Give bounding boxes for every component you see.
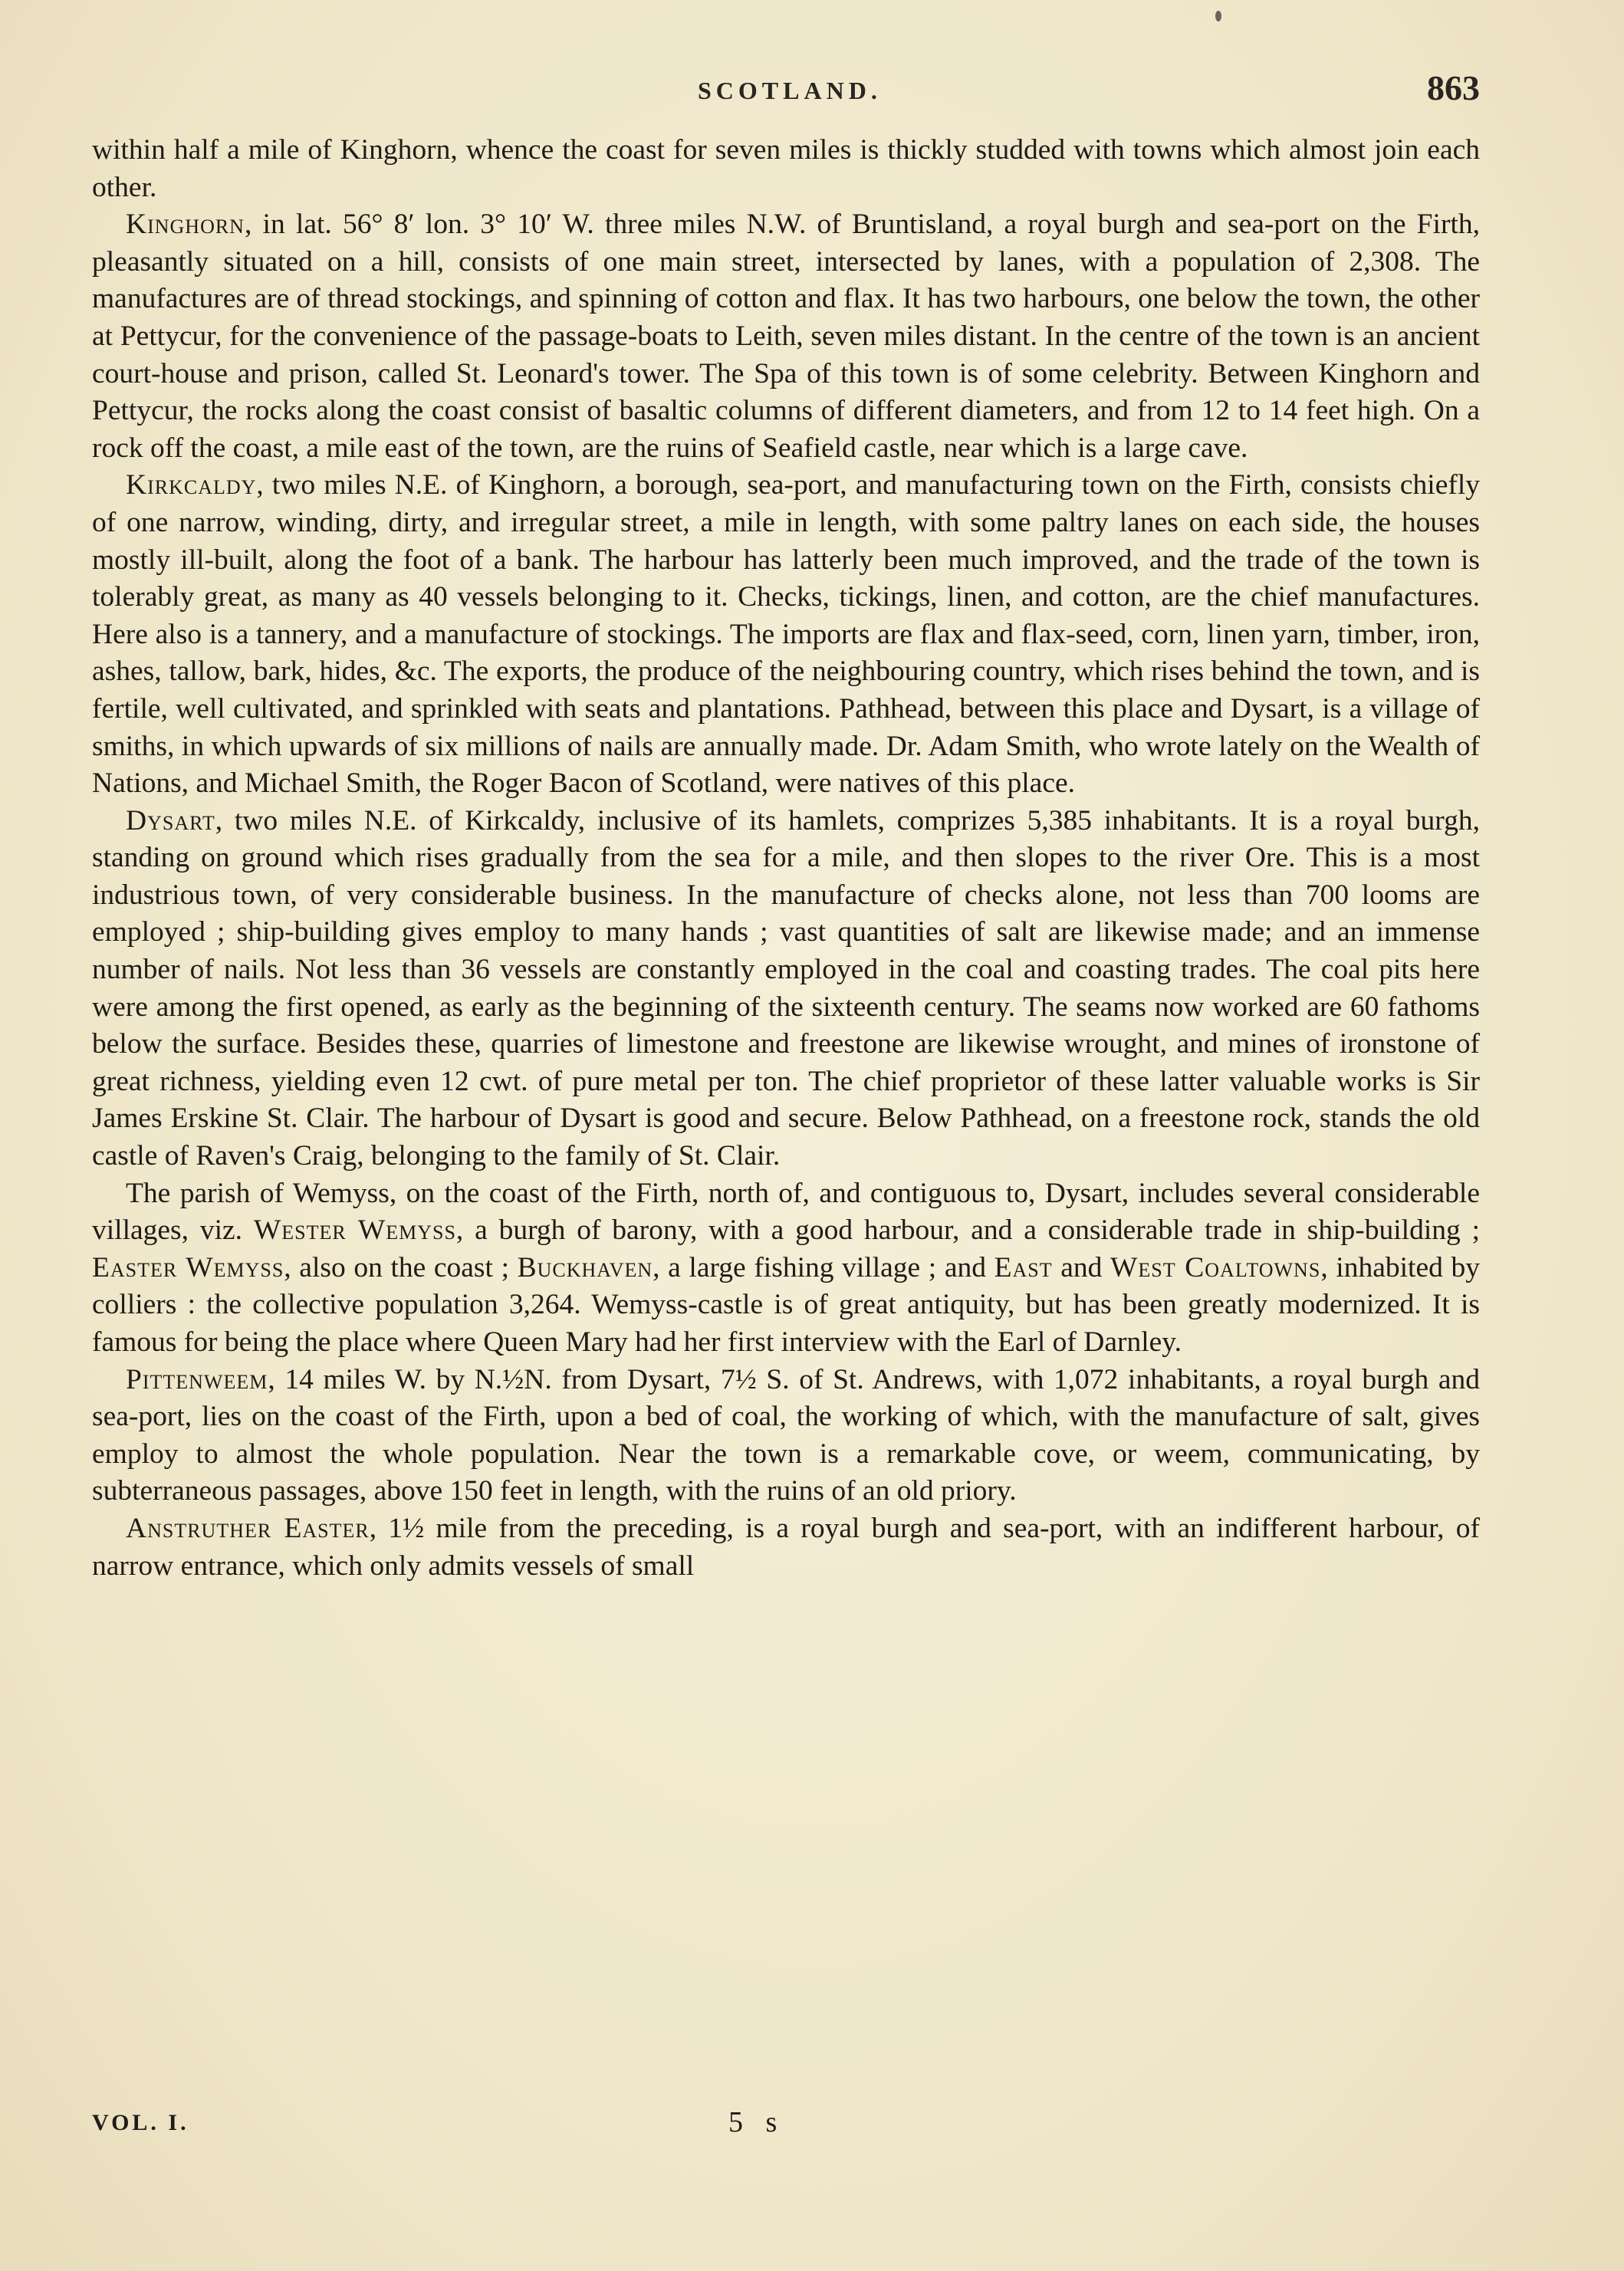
paragraph bbox=[92, 1362, 1480, 1510]
paragraph bbox=[92, 132, 1480, 206]
paragraph-text: , also on the coast ; bbox=[284, 1251, 518, 1283]
volume-label: VOL. I. bbox=[92, 2110, 189, 2135]
place-name: Buckhaven bbox=[517, 1251, 653, 1283]
place-name: Kirkcaldy bbox=[126, 469, 257, 501]
ink-speck bbox=[1215, 11, 1221, 21]
page-number: 863 bbox=[1427, 68, 1480, 107]
place-name: Dysart bbox=[126, 804, 215, 836]
paragraph bbox=[92, 803, 1480, 1175]
paragraph bbox=[92, 1175, 1480, 1362]
place-name: Wester Wemyss bbox=[253, 1214, 456, 1247]
paragraph-text: and bbox=[1052, 1251, 1111, 1283]
paragraph-text: , a burgh of barony, with a good harbour, and a considerable trade in ship-building ; bbox=[455, 1214, 1480, 1247]
place-name: Easter Wemyss bbox=[92, 1251, 284, 1283]
page-footer bbox=[92, 2106, 1480, 2156]
paragraph bbox=[92, 1510, 1480, 1585]
paragraph-text: , 14 miles W. by N.½N. from Dysart, 7½ S. of St. Andrews, with 1,072 inhabitants, a royal burgh and sea-port, lies on the coast of the Firth, upon a bed of coal, the working of which, with the manufacture of salt, gives employ to almost the whole population. Near the town is a remarkable cove, or weem, communicating, by subterraneous passages, above 150 feet in length, with the ruins of an old priory. bbox=[92, 1363, 1480, 1507]
place-name: Kinghorn bbox=[126, 209, 245, 241]
body-text bbox=[92, 132, 1480, 1585]
paragraph-text: , a large fishing village ; and bbox=[653, 1251, 994, 1283]
paragraph-text: , in lat. 56° 8′ lon. 3° 10′ W. three miles N.W. of Bruntisland, a royal burgh and sea-port on the Firth, pleasantly situated on a hill, consists of one main street, intersected by lanes, with a population of 2,308. The manufactures are of thread stockings, and spinning of cotton and flax. It has two harbours, one below the town, the other at Pettycur, for the convenience of the passage-boats to Leith, seven miles distant. In the centre of the town is an ancient court-house and prison, called St. Leonard's tower. The Spa of this town is of some celebrity. Between Kinghorn and Pettycur, the rocks along the coast consist of basaltic columns of different diameters, and from 12 to 14 feet high. On a rock off the coast, a mile east of the town, are the ruins of Seafield castle, near which is a large cave. bbox=[92, 209, 1480, 464]
page-header bbox=[92, 68, 1480, 120]
paragraph-text: , two miles N.E. of Kirkcaldy, inclusive of its hamlets, comprizes 5,385 inhabitants. It is a royal burgh, standing on ground which rises gradually from the sea for a mile, and then slopes to the river Ore. This is a most industrious town, of very considerable business. In the manufacture of checks alone, not less than 700 looms are employed ; ship-building gives employ to many hands ; vast quantities of salt are likewise made; and an immense number of nails. Not less than 36 vessels are constantly employed in the coal and coasting trades. The coal pits here were among the first opened, as early as the beginning of the sixteenth century. The seams now worked are 60 fathoms below the surface. Besides these, quarries of limestone and freestone are likewise wrought, and mines of ironstone of great richness, yielding even 12 cwt. of pure metal per ton. The chief proprietor of these latter valuable works is Sir James Erskine St. Clair. The harbour of Dysart is good and secure. Below Pathhead, on a freestone rock, stands the old castle of Raven's Craig, belonging to the family of St. Clair. bbox=[92, 804, 1480, 1172]
paragraph bbox=[92, 467, 1480, 802]
paragraph-text: The parish of Wemyss, on the coast of the Firth, north of, and contiguous to, Dysart, includes several considerable villages, viz. bbox=[92, 1177, 1480, 1247]
place-name: West Coaltowns bbox=[1110, 1251, 1321, 1283]
printer-signature: 5 s bbox=[728, 2106, 785, 2138]
paragraph-text: , 1½ mile from the preceding, is a royal burgh and sea-port, with an indifferent harbour, of narrow entrance, which only admits vessels of small bbox=[92, 1512, 1480, 1582]
place-name: Anstruther Easter bbox=[126, 1512, 370, 1544]
running-head: SCOTLAND. bbox=[698, 77, 882, 104]
place-name: East bbox=[994, 1251, 1053, 1283]
paragraph-text: within half a mile of Kinghorn, whence the coast for seven miles is thickly studded with towns which almost join each other. bbox=[92, 134, 1480, 203]
place-name: Pittenweem bbox=[126, 1363, 268, 1395]
paragraph-text: , inhabited by colliers : the collective population 3,264. Wemyss-castle is of great antiquity, but has been greatly modernized. It is famous for being the place where Queen Mary had her first interview with the Earl of Darnley. bbox=[92, 1251, 1480, 1358]
paragraph-text: , two miles N.E. of Kinghorn, a borough, sea-port, and manufacturing town on the Firth, consists chiefly of one narrow, winding, dirty, and irregular street, a mile in length, with some paltry lanes on each side, the houses mostly ill-built, along the foot of a bank. The harbour has latterly been much improved, and the trade of the town is tolerably great, as many as 40 vessels belonging to it. Checks, tickings, linen, and cotton, are the chief manufactures. Here also is a tannery, and a manufacture of stockings. The imports are flax and flax-seed, corn, linen yarn, timber, iron, ashes, tallow, bark, hides, &c. The exports, the produce of the neighbouring country, which rises behind the town, and is fertile, well cultivated, and sprinkled with seats and plantations. Pathhead, between this place and Dysart, is a village of smiths, in which upwards of six millions of nails are annually made. Dr. Adam Smith, who wrote lately on the Wealth of Nations, and Michael Smith, the Roger Bacon of Scotland, were natives of this place. bbox=[92, 469, 1480, 800]
paragraph bbox=[92, 206, 1480, 467]
